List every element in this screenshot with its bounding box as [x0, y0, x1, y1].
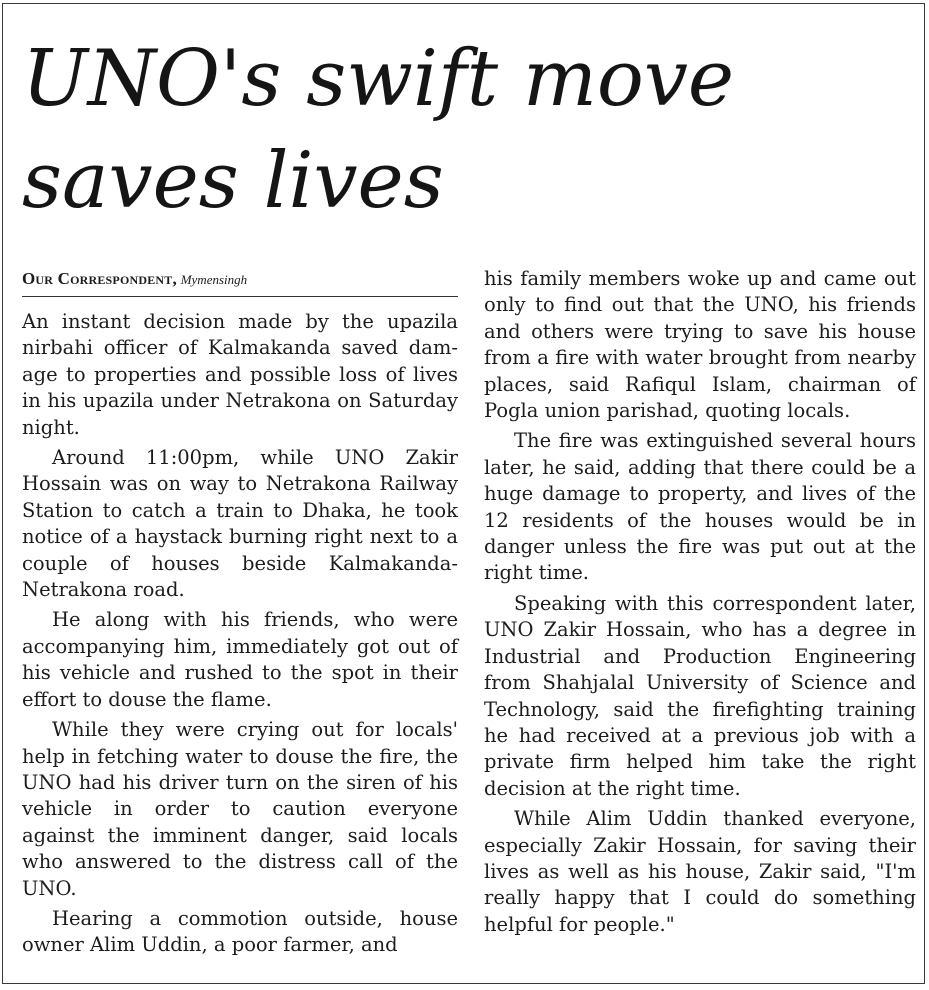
left-column [22, 266, 458, 963]
paragraph: Speaking with this correspondent later, UNO Zakir Hossain, who has a degree in Industrial and Production Engineering from Shahjalal University of Science and Technology, said the firefighting training he had received at a previous job with a private firm helped him take the right decision at the right time. [484, 591, 916, 800]
paragraph: Hearing a commotion outside, house owner Alim Uddin, a poor farmer, and [22, 906, 458, 957]
paragraph: He along with his friends, who were accompanying him, immediately got out of his vehicle and rushed to the spot in their effort to douse the flame. [22, 608, 458, 711]
paragraph: Around 11:00pm, while UNO Zakir Hossain was on way to Netrakona Railway Station to catch a train to Dhaka, he took notice of a haystack burning right next to a couple of houses beside Kalmakanda-Netrakona road. [22, 446, 458, 602]
paragraph: While they were crying out for locals' help in fetching water to douse the fire, the UNO had his driver turn on the siren of his vehicle in order to caution everyone against the imminent danger, said locals who answered to the distress call of the UNO. [22, 718, 458, 900]
right-column [484, 266, 916, 942]
byline-author: Our Correspondent, [22, 269, 177, 288]
byline [22, 266, 458, 297]
headline: UNO's swift move saves lives [22, 34, 735, 226]
paragraph: The fire was extinguished several hours later, he said, adding that there could be a huge damage to property, and lives of the 12 residents of the houses would be in danger unless the fire was put out at the right time. [484, 429, 916, 585]
paragraph: An instant decision made by the upazila nirbahi officer of Kalmakanda saved damage to properties and possible loss of lives in his upazila under Netrakona on Saturday night. [22, 310, 458, 439]
paragraph: his family members woke up and came out only to find out that the UNO, his friends and others were trying to save his house from a fire with water brought from nearby places, said Rafiqul Islam, chairman of Pogla union parishad, quoting locals. [484, 267, 916, 423]
byline-location: Mymensingh [180, 272, 248, 287]
paragraph: While Alim Uddin thanked everyone, especially Zakir Hossain, for saving their lives as well as his house, Zakir said, "I'm really happy that I could do something helpful for people." [484, 807, 916, 936]
